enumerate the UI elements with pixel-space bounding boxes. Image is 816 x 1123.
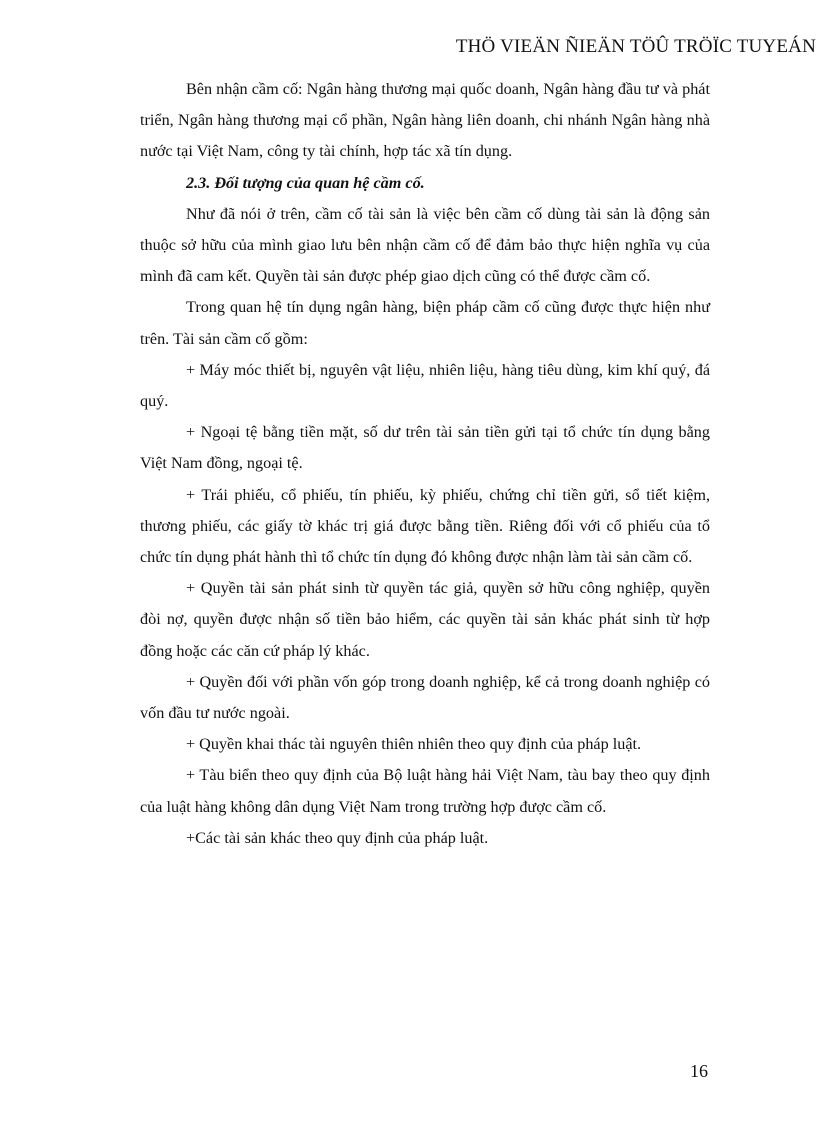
list-item-natural-resources: + Quyền khai thác tài nguyên thiên nhiên theo quy định của pháp luật. <box>186 735 642 754</box>
list-item-foreign-currency: + Ngoại tệ bằng tiền mặt, số dư trên tài sản tiền gửi tại tổ chức tín dụng bằng Việt Nam đồng, ngoại tệ. <box>140 423 710 473</box>
list-item-other-assets: +Các tài sản khác theo quy định của pháp luật. <box>186 828 489 847</box>
paragraph-pledge-definition: Như đã nói ở trên, cầm cố tài sản là việc bên cầm cố dùng tài sản là động sản thuộc sở hữu của mình giao lưu bên nhận cầm cố để đảm bảo thực hiện nghĩa vụ của mình đã cam kết. Quyền tài sản được phép giao dịch cũng có thể được cầm cố. <box>140 204 710 286</box>
list-item-capital-contribution: + Quyền đối với phần vốn góp trong doanh nghiệp, kể cả trong doanh nghiệp có vốn đầu tư nước ngoài. <box>140 672 710 723</box>
list-item-machinery: + Máy móc thiết bị, nguyên vật liệu, nhiên liệu, hàng tiêu dùng, kim khí quý, đá quý. <box>140 360 710 411</box>
list-item-property-rights: + Quyền tài sản phát sinh từ quyền tác giả, quyền sở hữu công nghiệp, quyền đòi nợ, quyền được nhận số tiền bảo hiểm, các quyền tài sản khác phát sinh từ hợp đồng hoặc các căn cứ pháp lý khác. <box>140 579 710 660</box>
paragraph-receiving-party: Bên nhận cầm cố: Ngân hàng thương mại quốc doanh, Ngân hàng đầu tư và phát triển, Ngân hàng thương mại cổ phần, Ngân hàng liên doanh, chi nhánh Ngân hàng nhà nước tại Việt Nam, công ty tài chính, hợp tác xã tín dụng. <box>140 80 710 161</box>
section-heading: 2.3. Đối tượng của quan hệ cầm cố. <box>186 173 425 192</box>
list-item-ships-aircraft: + Tàu biển theo quy định của Bộ luật hàng hải Việt Nam, tàu bay theo quy định của luật hàng không dân dụng Việt Nam trong trường hợp được cầm cố. <box>140 766 710 816</box>
list-item-bonds-shares: + Trái phiếu, cổ phiếu, tín phiếu, kỳ phiếu, chứng chỉ tiền gửi, sổ tiết kiệm, thương phiếu, các giấy tờ khác trị giá được bằng tiền. Riêng đối với cổ phiếu của tổ chức tín dụng phát hành thì tổ chức tín dụng đó không được nhận làm tài sản cầm cố. <box>140 485 710 567</box>
paragraph-bank-credit: Trong quan hệ tín dụng ngân hàng, biện pháp cầm cố cũng được thực hiện như trên. Tài sản cầm cố gồm: <box>140 298 710 348</box>
document-body <box>140 74 710 854</box>
page-number: 16 <box>690 1061 708 1081</box>
page-header: THÖ VIEÄN ÑIEÄN TÖÛ TRÖÏC TUYEÁN <box>455 36 816 57</box>
